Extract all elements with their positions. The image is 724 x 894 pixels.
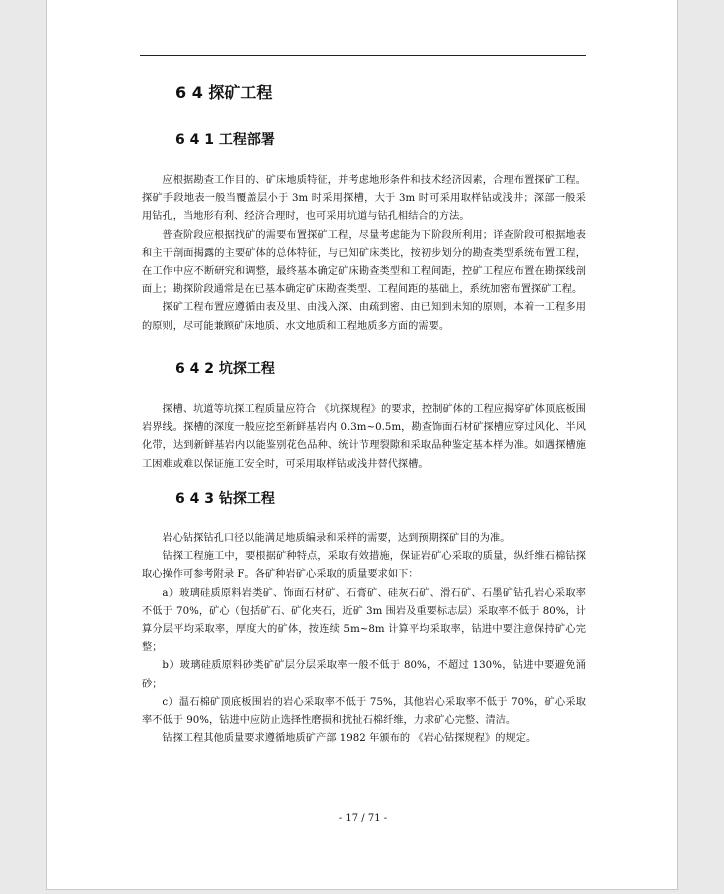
paragraph: 普查阶段应根据找矿的需要布置探矿工程，尽量考虑能为下阶段所利用；详查阶段可根据地表和主干剖面揭露的主要矿体的总体特征，与已知矿床类比，按初步划分的勘查类型系统布置工程，在工作中应不断研究和调整，最终基本确定矿床勘查类型和工程间距，控矿工程应布置在勘探线剖面上；勘探阶段通常是在已基本确定矿床勘查类型、工程间距的基础上，系统加密布置探矿工程。 bbox=[142, 229, 586, 296]
section-body-drilling bbox=[142, 530, 586, 748]
paragraph: 岩心钻探钻孔口径以能满足地质编录和采样的需要，达到预期探矿目的为准。 bbox=[162, 533, 511, 544]
section-body-pit-exploration bbox=[142, 401, 586, 474]
section-body-engineering-layout bbox=[142, 172, 586, 336]
paragraph: a）玻璃硅质原料岩类矿、饰面石材矿、石膏矿、硅灰石矿、滑石矿、石墨矿钻孔岩心采取率不低于 70%，矿心（包括矿石、矿化夹石，近矿 3m 围岩及重要标志层）采取率不低于 80%，计算分层平均采取率，厚度大的矿体，按连续 5m~8m 计算平均采取率，钻进中要注意保持矿心完整； bbox=[142, 587, 586, 654]
paragraph: 钻探工程施工中，要根据矿种特点，采取有效措施，保证岩矿心采取的质量，纵纤维石棉钻探取心操作可参考附录 F。各矿种岩矿心采取的质量要求如下： bbox=[142, 551, 586, 581]
page-number: - 17 / 71 - bbox=[338, 813, 388, 824]
paragraph: 探槽、坑道等坑探工程质量应符合 《坑探规程》的要求，控制矿体的工程应揭穿矿体顶底板围岩界线。探槽的深度一般应挖至新鲜基岩内 0.3m~0.5m，勘查饰面石材矿探槽应穿过风化、半风化带，达到新鲜基岩内以能鉴别花色品种、统计节理裂隙和采取品种鉴定基本样为准。如遇探槽施工困难或难以保证施工安全时，可采用取样钻或浅井替代探槽。 bbox=[142, 404, 586, 470]
section-title-engineering-layout: 6 4 1 工程部署 bbox=[175, 132, 275, 148]
section-title-pit-exploration: 6 4 2 坑探工程 bbox=[175, 361, 275, 377]
paragraph: 钻探工程其他质量要求遵循地质矿产部 1982 年颁布的 《岩心钻探规程》的规定。 bbox=[162, 733, 537, 745]
document-page bbox=[46, 0, 678, 890]
paragraph: b）玻璃硅质原料砂类矿矿层分层采取率一般不低于 80%，不超过 130%，钻进中要避免涌砂； bbox=[142, 660, 586, 690]
paragraph: 应根据勘查工作目的、矿床地质特征，并考虑地形条件和技术经济因素，合理布置探矿工程。探矿手段地表一般当覆盖层小于 3m 时采用探槽，大于 3m 时可采用取样钻或浅井；深部一般采用钻孔，当地形有利、经济合理时，也可采用坑道与钻孔相结合的方法。 bbox=[142, 175, 586, 223]
section-title-drilling: 6 4 3 钻探工程 bbox=[175, 491, 275, 507]
chapter-title: 6 4 探矿工程 bbox=[175, 83, 273, 102]
header-rule bbox=[140, 55, 586, 56]
paragraph: 探矿工程布置应遵循由表及里、由浅入深、由疏到密、由已知到未知的原则，本着一工程多用的原则，尽可能兼顾矿床地质、水文地质和工程地质多方面的需要。 bbox=[142, 302, 586, 332]
paragraph: c）温石棉矿顶底板围岩的岩心采取率不低于 75%，其他岩心采取率不低于 70%，矿心采取率不低于 90%，钻进中应防止选择性磨损和扰扯石棉纤维，力求矿心完整、清洁。 bbox=[142, 696, 586, 727]
